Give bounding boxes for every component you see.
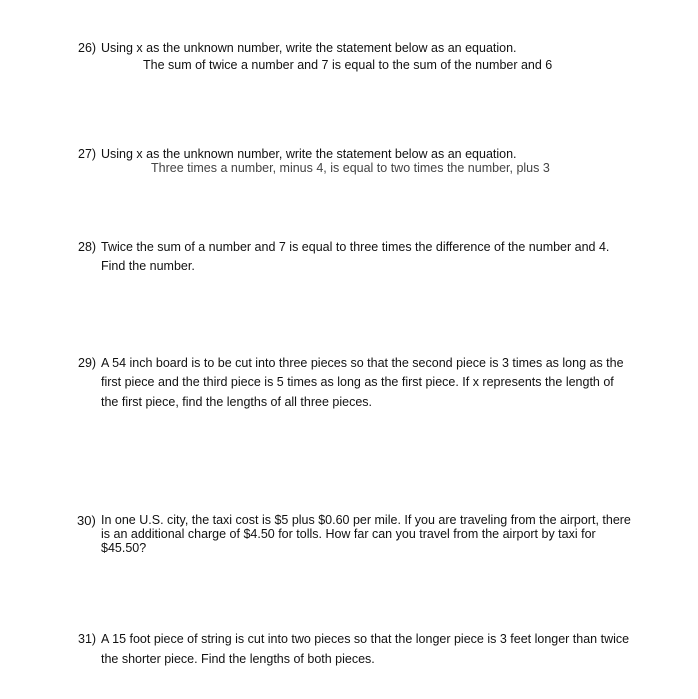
problem-text-line: the first piece, find the lengths of all three pieces. (101, 395, 372, 409)
problem-number: 28) (78, 240, 97, 254)
problem-text-line: A 15 foot piece of string is cut into two pieces so that the longer piece is 3 feet longer than twice (101, 632, 630, 646)
problem-text-line: In one U.S. city, the taxi cost is $5 plus $0.60 per mile. If you are traveling from the airport, there (101, 513, 631, 527)
problem-text-line: first piece and the third piece is 5 times as long as the first piece. If x represents the length of (101, 375, 614, 389)
problem-number: 30) (77, 513, 96, 528)
problem-number: 26) (78, 41, 97, 55)
problem-text-line: Using x as the unknown number, write the statement below as an equation. (101, 147, 517, 161)
problem-text-line: Using x as the unknown number, write the statement below as an equation. (101, 41, 517, 55)
problem-text-line: Twice the sum of a number and 7 is equal to three times the difference of the number and 4. (101, 240, 610, 254)
problem-number: 29) (78, 356, 97, 370)
problem-text-line: is an additional charge of $4.50 for tolls. How far can you travel from the airport by taxi for (101, 527, 596, 541)
problem-number: 27) (78, 147, 97, 161)
problem-text-line: $45.50? (101, 541, 147, 555)
problem-text-line: A 54 inch board is to be cut into three pieces so that the second piece is 3 times as long as the (101, 356, 624, 370)
problem-statement-line: The sum of twice a number and 7 is equal to the sum of the number and 6 (143, 58, 553, 72)
problem-text-line: the shorter piece. Find the lengths of both pieces. (101, 652, 375, 666)
problem-number: 31) (78, 632, 97, 646)
problem-statement-line: Three times a number, minus 4, is equal to two times the number, plus 3 (151, 161, 550, 175)
problem-text-line: Find the number. (101, 259, 195, 273)
